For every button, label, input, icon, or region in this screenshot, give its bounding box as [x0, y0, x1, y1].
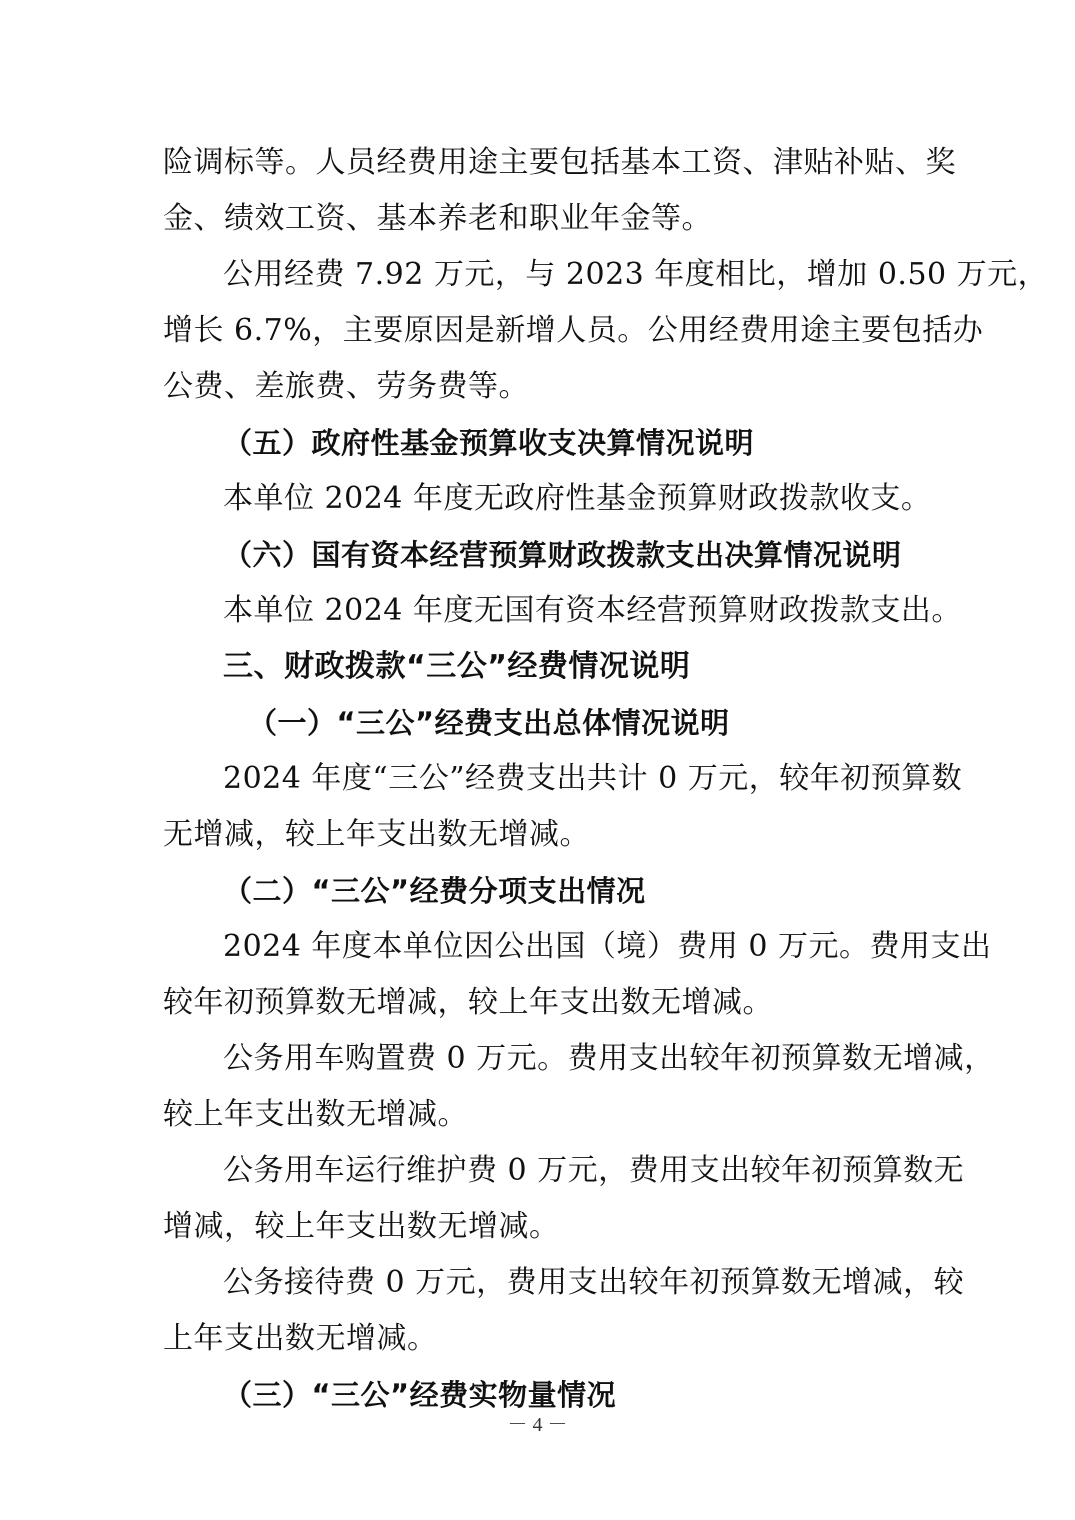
body-text-line: 无增减，较上年支出数无增减。	[163, 817, 590, 852]
section-heading: （二）“三公”经费分项支出情况	[223, 874, 646, 908]
body-text-line: 上年支出数无增减。	[163, 1321, 438, 1356]
body-text-line: 公费、差旅费、劳务费等。	[163, 369, 529, 404]
body-text-line: 险调标等。人员经费用途主要包括基本工资、津贴补贴、奖	[163, 145, 956, 180]
body-text-line: 本单位 2024 年度无国有资本经营预算财政拨款支出。	[223, 593, 962, 628]
body-text-line: 较年初预算数无增减，较上年支出数无增减。	[163, 985, 773, 1020]
body-text-line: 本单位 2024 年度无政府性基金预算财政拨款收支。	[223, 481, 932, 516]
body-text-line: 公务用车购置费 0 万元。费用支出较年初预算数无增减，	[223, 1041, 995, 1076]
body-text-line: 增长 6.7%，主要原因是新增人员。公用经费用途主要包括办	[163, 313, 984, 348]
body-text-line: 金、绩效工资、基本养老和职业年金等。	[163, 201, 712, 236]
section-heading: （一）“三公”经费支出总体情况说明	[248, 706, 730, 740]
body-text-line: 2024 年度“三公”经费支出共计 0 万元，较年初预算数	[223, 761, 963, 796]
section-heading: （六）国有资本经营预算财政拨款支出决算情况说明	[223, 538, 902, 572]
body-text-line: 公务用车运行维护费 0 万元，费用支出较年初预算数无	[223, 1153, 965, 1188]
section-heading: （五）政府性基金预算收支决算情况说明	[223, 426, 755, 460]
body-text-line: 增减，较上年支出数无增减。	[163, 1209, 560, 1244]
page-number: － 4 －	[507, 1414, 568, 1436]
body-text-line: 公用经费 7.92 万元，与 2023 年度相比，增加 0.50 万元，	[223, 257, 1049, 292]
section-heading: （三）“三公”经费实物量情况	[223, 1378, 617, 1412]
body-text-line: 公务接待费 0 万元，费用支出较年初预算数无增减，较	[223, 1265, 965, 1300]
chapter-heading: 三、财政拨款“三公”经费情况说明	[223, 649, 691, 684]
document-page	[163, 135, 1049, 1423]
body-text-line: 较上年支出数无增减。	[163, 1097, 468, 1132]
body-text-line: 2024 年度本单位因公出国（境）费用 0 万元。费用支出	[223, 929, 992, 964]
